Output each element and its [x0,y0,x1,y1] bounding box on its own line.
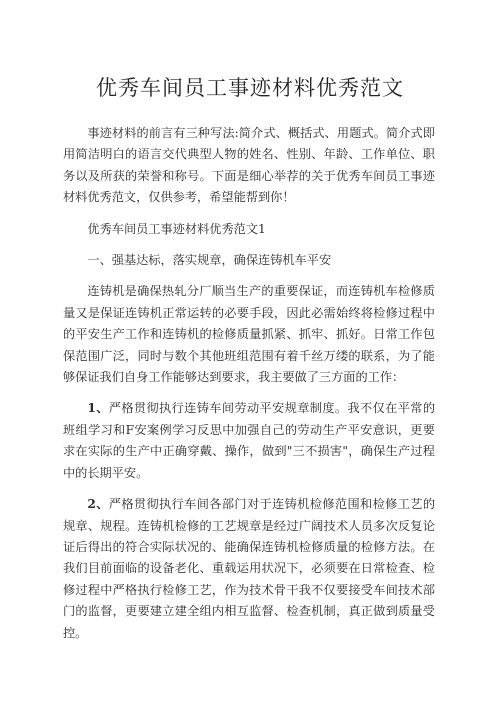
list-item-1-text: 严格贯彻执行连铸车间劳动平安规章制度。我不仅在平常的班组学习和F安案例学习反思中加强自己的劳动生产平安意识，更要求在实际的生产中正确穿戴、操作，做到"三不损害"，确保生产过程中的长期平安。 [63,401,436,480]
section-title: 优秀车间员工事迹材料优秀范文1 [87,221,266,236]
heading-1: 一、强基达标，落实规章，确保连铸机车平安 [87,253,332,268]
list-item-2-text: 严格贯彻执行车间各部门对于连铸机检修范围和检修工艺的规章、规程。连铸机检修的工艺规章是经过广阔技术人员多次反复论证后得出的符合实际状况的、能确保连铸机检修质量的检修方法。在我们目前面临的设备老化、重载运用状况下，必须要在日常检查、检修过程中严格执行检修工艺，作为技术骨干我不仅要接受车间技术部门的监督，更要建立建全组内相互监督、检查机制，真正做到质量受控。 [63,497,436,640]
list-item-2-number: 2、 [87,497,109,512]
list-item-2 [63,494,435,644]
document-title: 优秀车间员工事迹材料优秀范文 [96,76,404,100]
document-body [63,123,435,654]
list-item-1 [63,398,435,484]
paragraph-1: 连铸机是确保热轧分厂顺当生产的重要保证，而连铸机车检修质量又是保证连铸机正常运转的必要手段，因此必需始终将检修过程中的平安生产工作和连铸机的检修质量抓紧、抓牢、抓好。日常工作包保范围广泛，同时与数个其他班组范围有着千丝万缕的联系，为了能够保证我们自身工作能够达到要求，我主要做了三方面的工作： [63,284,435,385]
intro-paragraph: 事迹材料的前言有三种写法:简介式、概括式、用题式。简介式即用简洁明白的语言交代典型人物的姓名、性别、年龄、工作单位、职务以及所获的荣誉和称号。下面是细心举荐的关于优秀车间员工事迹材料优秀范文，仅供参考，希望能帮到你！ [63,126,435,205]
list-item-1-number: 1、 [87,401,109,416]
